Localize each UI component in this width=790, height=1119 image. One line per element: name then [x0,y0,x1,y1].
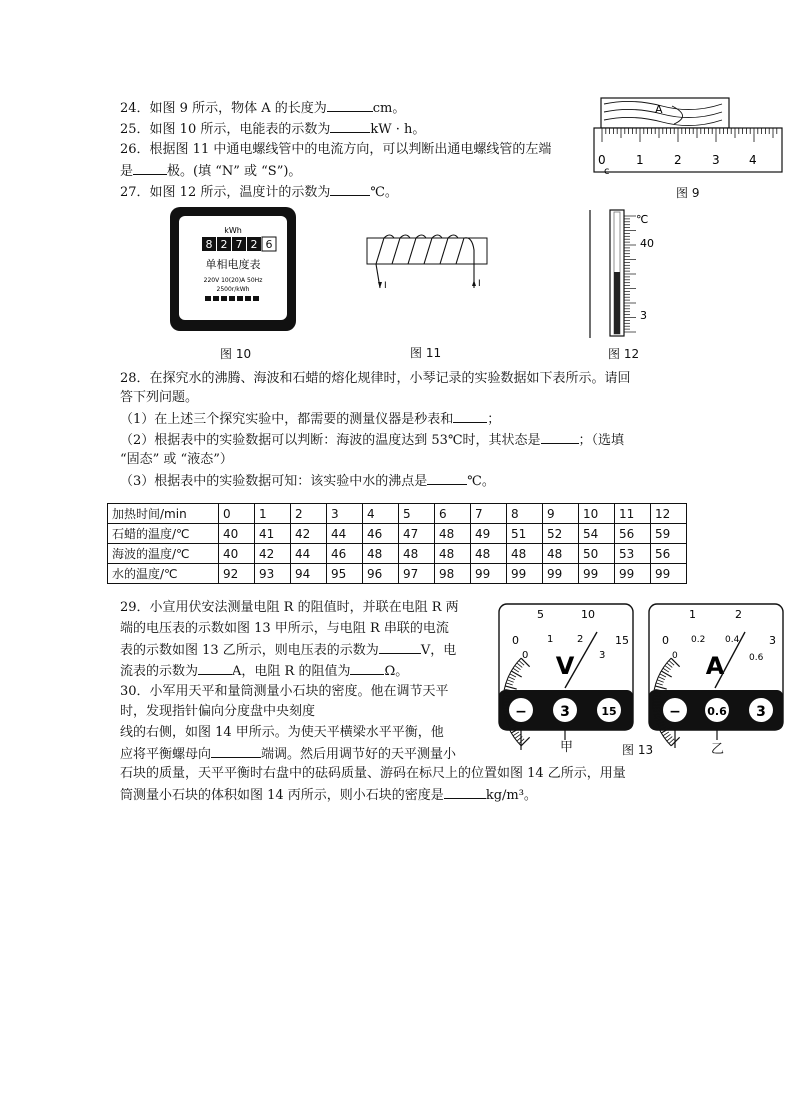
table-cell: 48 [435,544,471,564]
fig10-unit: kWh [224,226,242,235]
v-inner-0: 0 [522,650,529,661]
fig11-current-right: I [478,279,481,289]
figure-9-ruler [592,96,784,180]
table-cell: 11 [615,504,651,524]
fig10-rev: 2500r/kWh [216,286,250,293]
table-cell: 99 [543,564,579,584]
question-29-line-2 [120,620,449,637]
table-cell: 59 [651,524,687,544]
fig9-tick-2: 2 [674,153,682,167]
table-cell: 1 [255,504,291,524]
v-outer-15: 15 [615,634,629,647]
table-cell: 50 [579,544,615,564]
table-cell: 41 [255,524,291,544]
table-cell: 46 [363,524,399,544]
a-inner-04: 0.4 [725,635,740,645]
question-30-line-6 [120,786,537,804]
v-terminal-15: 15 [601,705,617,718]
question-28-line-2 [120,389,198,406]
question-27 [120,183,398,201]
table-cell: 96 [363,564,399,584]
q28-3-answer-blank[interactable] [427,472,467,485]
table-cell: 99 [579,564,615,584]
q30-text-3: 线的右侧，如图 14 甲所示。为使天平横梁水平平衡，他 [120,725,444,740]
a-outer-3: 3 [769,634,776,647]
table-cell: 42 [291,524,327,544]
table-cell: 48 [435,524,471,544]
q28-3-text-a: （3）根据表中的实验数据可知：该实验中水的沸点是 [120,474,428,489]
q29-text-4b: A，电阻 R 的阻值为 [232,664,351,679]
q24-answer-blank[interactable] [327,99,373,112]
question-30-line-3 [120,724,444,741]
row-label: 加热时间/min [108,504,219,524]
table-cell: 2 [291,504,327,524]
tick [521,737,529,745]
q25-answer-blank[interactable] [330,120,370,133]
question-28-part-2 [120,431,624,449]
table-cell: 40 [219,524,255,544]
tick [513,732,519,736]
table-cell: 48 [399,544,435,564]
table-cell: 49 [471,524,507,544]
q30-text-5: 石块的质量，天平平衡时右盘中的砝码质量、游码在标尺上的位置如图 14 乙所示，用量 [120,766,626,781]
question-28-line-1 [120,370,631,387]
fig10-digit-5: 6 [265,238,273,251]
table-cell: 48 [471,544,507,564]
tick [515,734,521,738]
question-30-line-4 [120,745,456,763]
table-cell: 9 [543,504,579,524]
question-30-line-1 [120,683,449,700]
table-cell: 97 [399,564,435,584]
table-cell: 53 [615,544,651,564]
q26-answer-blank[interactable] [133,162,167,175]
table-cell: 48 [363,544,399,564]
a-terminal-3: 3 [756,704,766,720]
figure-10-caption: 图 10 [220,347,252,361]
fig12-label-bottom: 3 [640,309,647,322]
v-inner-2: 2 [577,634,584,645]
question-26-line-1 [120,141,551,158]
q30-text-6b: kg/m³。 [485,788,537,803]
tick [669,739,674,744]
v-inner-1: 1 [547,634,554,645]
q28-2-answer-blank[interactable] [541,431,579,444]
a-terminal-06: 0.6 [707,705,727,718]
table-cell: 4 [363,504,399,524]
a-inner-02: 0.2 [691,635,706,645]
table-cell: 47 [399,524,435,544]
q26-text-1: 26．根据图 11 中通电螺线管中的电流方向，可以判断出通电螺线管的左端 [120,142,552,157]
q27-text-a: 27．如图 12 所示，温度计的示数为 [120,185,331,200]
table-cell: 44 [327,524,363,544]
q29-text-1: 29．小宣用伏安法测量电阻 R 的阻值时，并联在电阻 R 两 [120,600,459,615]
table-cell: 48 [543,544,579,564]
question-28-part-3 [120,472,495,490]
q28-1-text-a: （1）在上述三个探究实验中，都需要的测量仪器是秒表和 [120,412,454,427]
table-cell: 6 [435,504,471,524]
question-29-line-1 [120,599,459,616]
q29-text-3b: V，电 [420,643,457,658]
a-inner-06: 0.6 [749,653,764,663]
fig9-tick-4: 4 [749,153,757,167]
a-inner-0: 0 [672,651,678,661]
fig12-label-top: 40 [640,237,654,250]
v-inner-3: 3 [599,650,606,661]
table-cell: 12 [651,504,687,524]
q30-text-2: 时，发现指针偏向分度盘中央刻度 [120,704,316,719]
table-cell: 46 [327,544,363,564]
q26-text-b: 极。(填 “N” 或 “S”)。 [167,164,302,179]
fig10-digit-4: 2 [250,238,258,251]
table-cell: 42 [255,544,291,564]
table-cell: 94 [291,564,327,584]
table-cell: 8 [507,504,543,524]
row-label: 水的温度/℃ [108,564,219,584]
fig10-digit-2: 2 [220,238,228,251]
table-row [108,564,687,584]
table-cell: 99 [651,564,687,584]
figure-13-ammeter [647,602,787,752]
table-cell: 7 [471,504,507,524]
question-25 [120,120,425,138]
table-cell: 52 [543,524,579,544]
figure-13-caption: 图 13 [622,743,654,757]
q30-text-4b: 端调。然后用调节好的天平测量小 [261,747,457,762]
question-29-line-4 [120,662,408,680]
figure-13-voltmeter [497,602,637,752]
table-cell: 44 [291,544,327,564]
q25-text-a: 25．如图 10 所示，电能表的示数为 [120,122,331,137]
q28-3-text-b: ℃。 [467,474,495,489]
fig9-tick-1: 1 [636,153,644,167]
fig9-unit-mark: c [604,166,610,177]
table-cell: 10 [579,504,615,524]
thermometer-ticks [624,216,636,332]
q30-text-1: 30．小军用天平和量筒测量小石块的密度。他在调节天平 [120,684,449,699]
v-outer-5: 5 [537,608,544,621]
figure-12-thermometer [584,208,664,340]
tick [663,732,669,736]
q28-text-2: 答下列问题。 [120,390,199,405]
q29-voltage-blank[interactable] [379,641,421,654]
table-cell: 93 [255,564,291,584]
question-24 [120,99,405,117]
table-cell: 56 [651,544,687,564]
table-cell: 40 [219,544,255,564]
voltmeter-caption: 甲 [560,740,574,755]
a-outer-0: 0 [662,634,669,647]
q29-text-4c: Ω。 [384,664,409,679]
table-row [108,544,687,564]
fig10-spec: 220V 10(20)A 50Hz [203,277,263,284]
table-cell: 95 [327,564,363,584]
q29-resistance-blank[interactable] [350,662,384,675]
fig12-unit: ℃ [636,213,649,226]
figure-9-caption: 图 9 [676,186,700,200]
q28-2-text-a: （2）根据表中的实验数据可以判断：海波的温度达到 53℃时，其状态是 [120,433,541,448]
fig9-tick-3: 3 [712,153,720,167]
figure-10-electric-meter [169,206,297,332]
fig10-title: 单相电度表 [205,258,261,271]
table-cell: 98 [435,564,471,584]
row-label: 海波的温度/℃ [108,544,219,564]
v-outer-0: 0 [512,634,519,647]
q29-text-4a: 流表的示数为 [120,664,199,679]
q27-text-b: ℃。 [370,185,398,200]
table-cell: 56 [615,524,651,544]
q27-answer-blank[interactable] [330,183,370,196]
fig11-current-left: I [384,281,387,291]
table-row [108,504,687,524]
v-terminal-3: 3 [560,704,570,720]
data-table [107,503,687,584]
tick [665,734,671,738]
table-cell: 99 [507,564,543,584]
table-cell: 0 [219,504,255,524]
fig9-object-label: A [655,103,663,116]
row-label: 石蜡的温度/℃ [108,524,219,544]
ammeter-symbol: A [705,652,725,680]
q30-text-6a: 筒测量小石块的体积如图 14 丙所示，则小石块的密度是 [120,788,444,803]
table-cell: 3 [327,504,363,524]
table-cell: 54 [579,524,615,544]
v-terminal-neg: − [515,704,527,720]
question-30-line-2 [120,703,315,720]
q30-density-blank[interactable] [444,786,486,799]
q29-text-2: 端的电压表的示数如图 13 甲所示，与电阻 R 串联的电流 [120,621,449,636]
q29-current-blank[interactable] [198,662,232,675]
table-row [108,524,687,544]
a-outer-1: 1 [689,608,696,621]
v-outer-10: 10 [581,608,595,621]
q28-text-1: 28．在探究水的沸腾、海波和石蜡的熔化规律时，小琴记录的实验数据如下表所示。请回 [120,371,631,386]
ammeter-caption: 乙 [711,742,725,757]
q30-direction-blank[interactable] [211,745,261,758]
q28-1-answer-blank[interactable] [453,410,487,423]
question-26-line-2 [120,162,301,180]
table-cell: 5 [399,504,435,524]
fig9-tick-0: 0 [598,153,606,167]
table-cell: 99 [471,564,507,584]
question-28-part-1 [120,410,500,428]
fig10-digit-1: 8 [205,238,213,251]
figure-11-solenoid [358,228,498,300]
question-29-line-3 [120,641,456,659]
q24-text-a: 24．如图 9 所示，物体 A 的长度为 [120,101,327,116]
a-terminal-neg: − [669,704,681,720]
q28-2-text-c: “固态” 或 “液态”） [120,452,233,467]
q28-2-text-b: ；（选填 [578,433,625,448]
table-cell: 92 [219,564,255,584]
q24-text-b: cm。 [372,101,406,116]
figure-11-caption: 图 11 [410,346,442,360]
figure-12-caption: 图 12 [608,347,640,361]
table-cell: 48 [507,544,543,564]
a-outer-2: 2 [735,608,742,621]
q29-text-3a: 表的示数如图 13 乙所示，则电压表的示数为 [120,643,379,658]
q30-text-4a: 应将平衡螺母向 [120,747,212,762]
table-cell: 51 [507,524,543,544]
question-30-line-5 [120,765,626,782]
q25-text-b: kW · h。 [370,122,426,137]
fig10-digit-3: 7 [235,238,243,251]
tick [667,737,672,741]
question-28-part-2-cont [120,451,233,468]
q26-text-a: 是 [120,164,134,179]
table-cell: 99 [615,564,651,584]
voltmeter-symbol: V [555,652,575,680]
q28-1-text-b: ； [487,412,501,427]
